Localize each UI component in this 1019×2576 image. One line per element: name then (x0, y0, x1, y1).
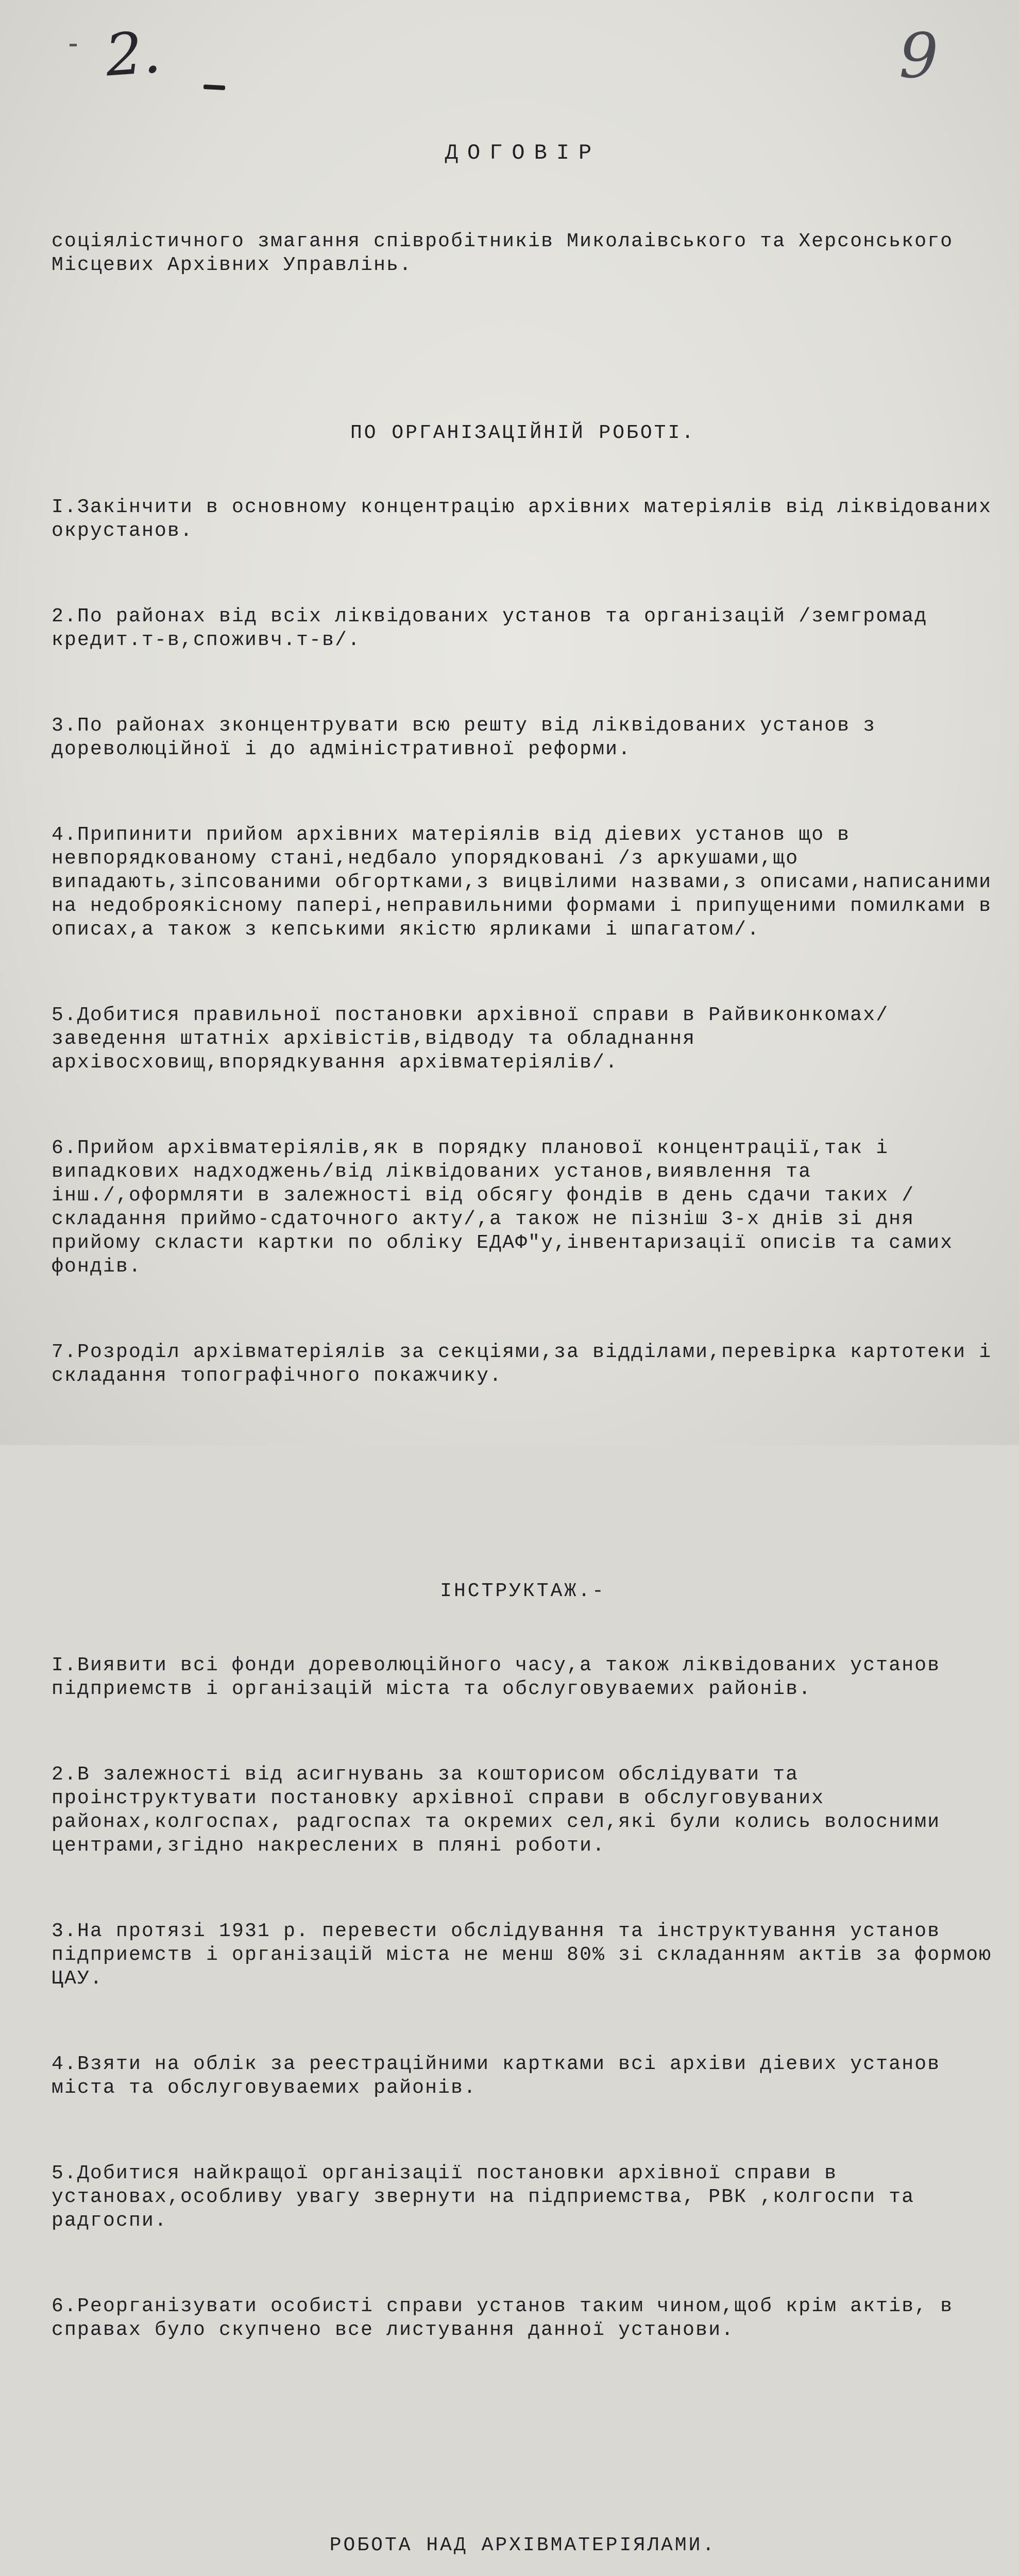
section-archival-work (52, 2475, 994, 2576)
document-title: ДОГОВІР (445, 141, 601, 165)
paragraph: 3.На протязі 1931 р. перевести обслідування та інструктування установ підприемств і організацій міста не менш 80% зі складанням актів за формою ЦАУ. (52, 1920, 1005, 1990)
section-heading: ПО ОРГАНІЗАЦІЙНІЙ РОБОТІ. (350, 422, 696, 444)
intro-paragraph: соціялістичного змагання співробітників Миколаівського та Херсонського Місцевих Архівних Управлінь. (52, 230, 966, 276)
paragraph: 7.Розроділ архівматеріялів за секціями,за відділами,перевірка картотеки і складання топографічного покажчику. (52, 1341, 1005, 1387)
paragraph: 5.Добитися найкращої організації постановки архівної справи в установах,особливу увагу звернути на підприемства, РВК ,колгоспи та радгоспи. (52, 2162, 928, 2232)
section-heading: РОБОТА НАД АРХІВМАТЕРІЯЛАМИ. (329, 2534, 717, 2556)
paragraph: 6.Реорганізувати особисті справи установ таким чином,щоб крім актів, в справах було скупчено все листування данної установи. (52, 2295, 966, 2341)
section-instruction (52, 1521, 1005, 2404)
paragraph: 6.Прийом архівматеріялів,як в порядку планової концентрації,так і випадкових надходжень/від ліквідованих установ,виявлення та інш./,оформляти в залежності від обсягу фондів в день сдачи таких /складання приймо-сдаточного акту/,а також не пізніш 3-х днів зі дня прийому скласти картки по обліку ЕДАФ"у,інвентаризації описів та самих фондів. (52, 1137, 966, 1278)
paragraph: 2.В залежності від асигнувань за кошторисом обслідувати та проінструктувати постановку архівної справи в обслуговуваних районах,колгоспах, радгоспах та окремих сел,які були колись волосними центрами,згідно накреслених в пляні роботи. (52, 1764, 954, 1857)
paragraph: 4.Припинити прийом архівних матеріялів від діевих установ що в невпорядкованому стані,недбало упорядковані /з аркушами,що випадають,зіпсованими обгортками,з вицвілими назвами,з описами,написаними на недоброякісному папері,неправильними формами і припущеними помилками в описах,а також з кепськими якістю ярликами і шпагатом/. (52, 824, 1005, 941)
paragraph: 4.Взяти на облік за реестраційними картками всі архіви діевих установ міста та обслуговуваемих районів. (52, 2053, 954, 2099)
handwritten-folio-number: 9 (899, 21, 939, 92)
section-organizational (52, 363, 1005, 1450)
paragraph: І.Виявити всі фонди дореволюційного часу,а також ліквідованих установ підприемств і організацій міста та обслуговуваемих районів. (52, 1654, 954, 1700)
handwritten-page-number: 2. (103, 19, 163, 90)
margin-mark (70, 44, 77, 46)
section-heading: ІНСТРУКТАЖ.- (440, 1580, 606, 1602)
paragraph: 2.По районах від всіх ліквідованих установ та організацій /земгромад кредит.т-в,споживч.т-в/. (52, 605, 941, 651)
typed-text-body (52, 88, 1005, 2576)
paragraph: І.Закінчити в основному концентрацію архівних матеріялів від ліквідованих окрустанов. (52, 496, 1005, 542)
paragraph: 3.По районах зконцентрувати всю решту від ліквідованих установ з дореволюційної і до адміністративної реформи. (52, 715, 889, 760)
paragraph: 5.Добитися правильної постановки архівної справи в Райвиконкомах/ заведення штатніх архівістів,відводу та обладнання архівосховищ,впорядкування архівматеріялів/. (52, 1004, 902, 1074)
